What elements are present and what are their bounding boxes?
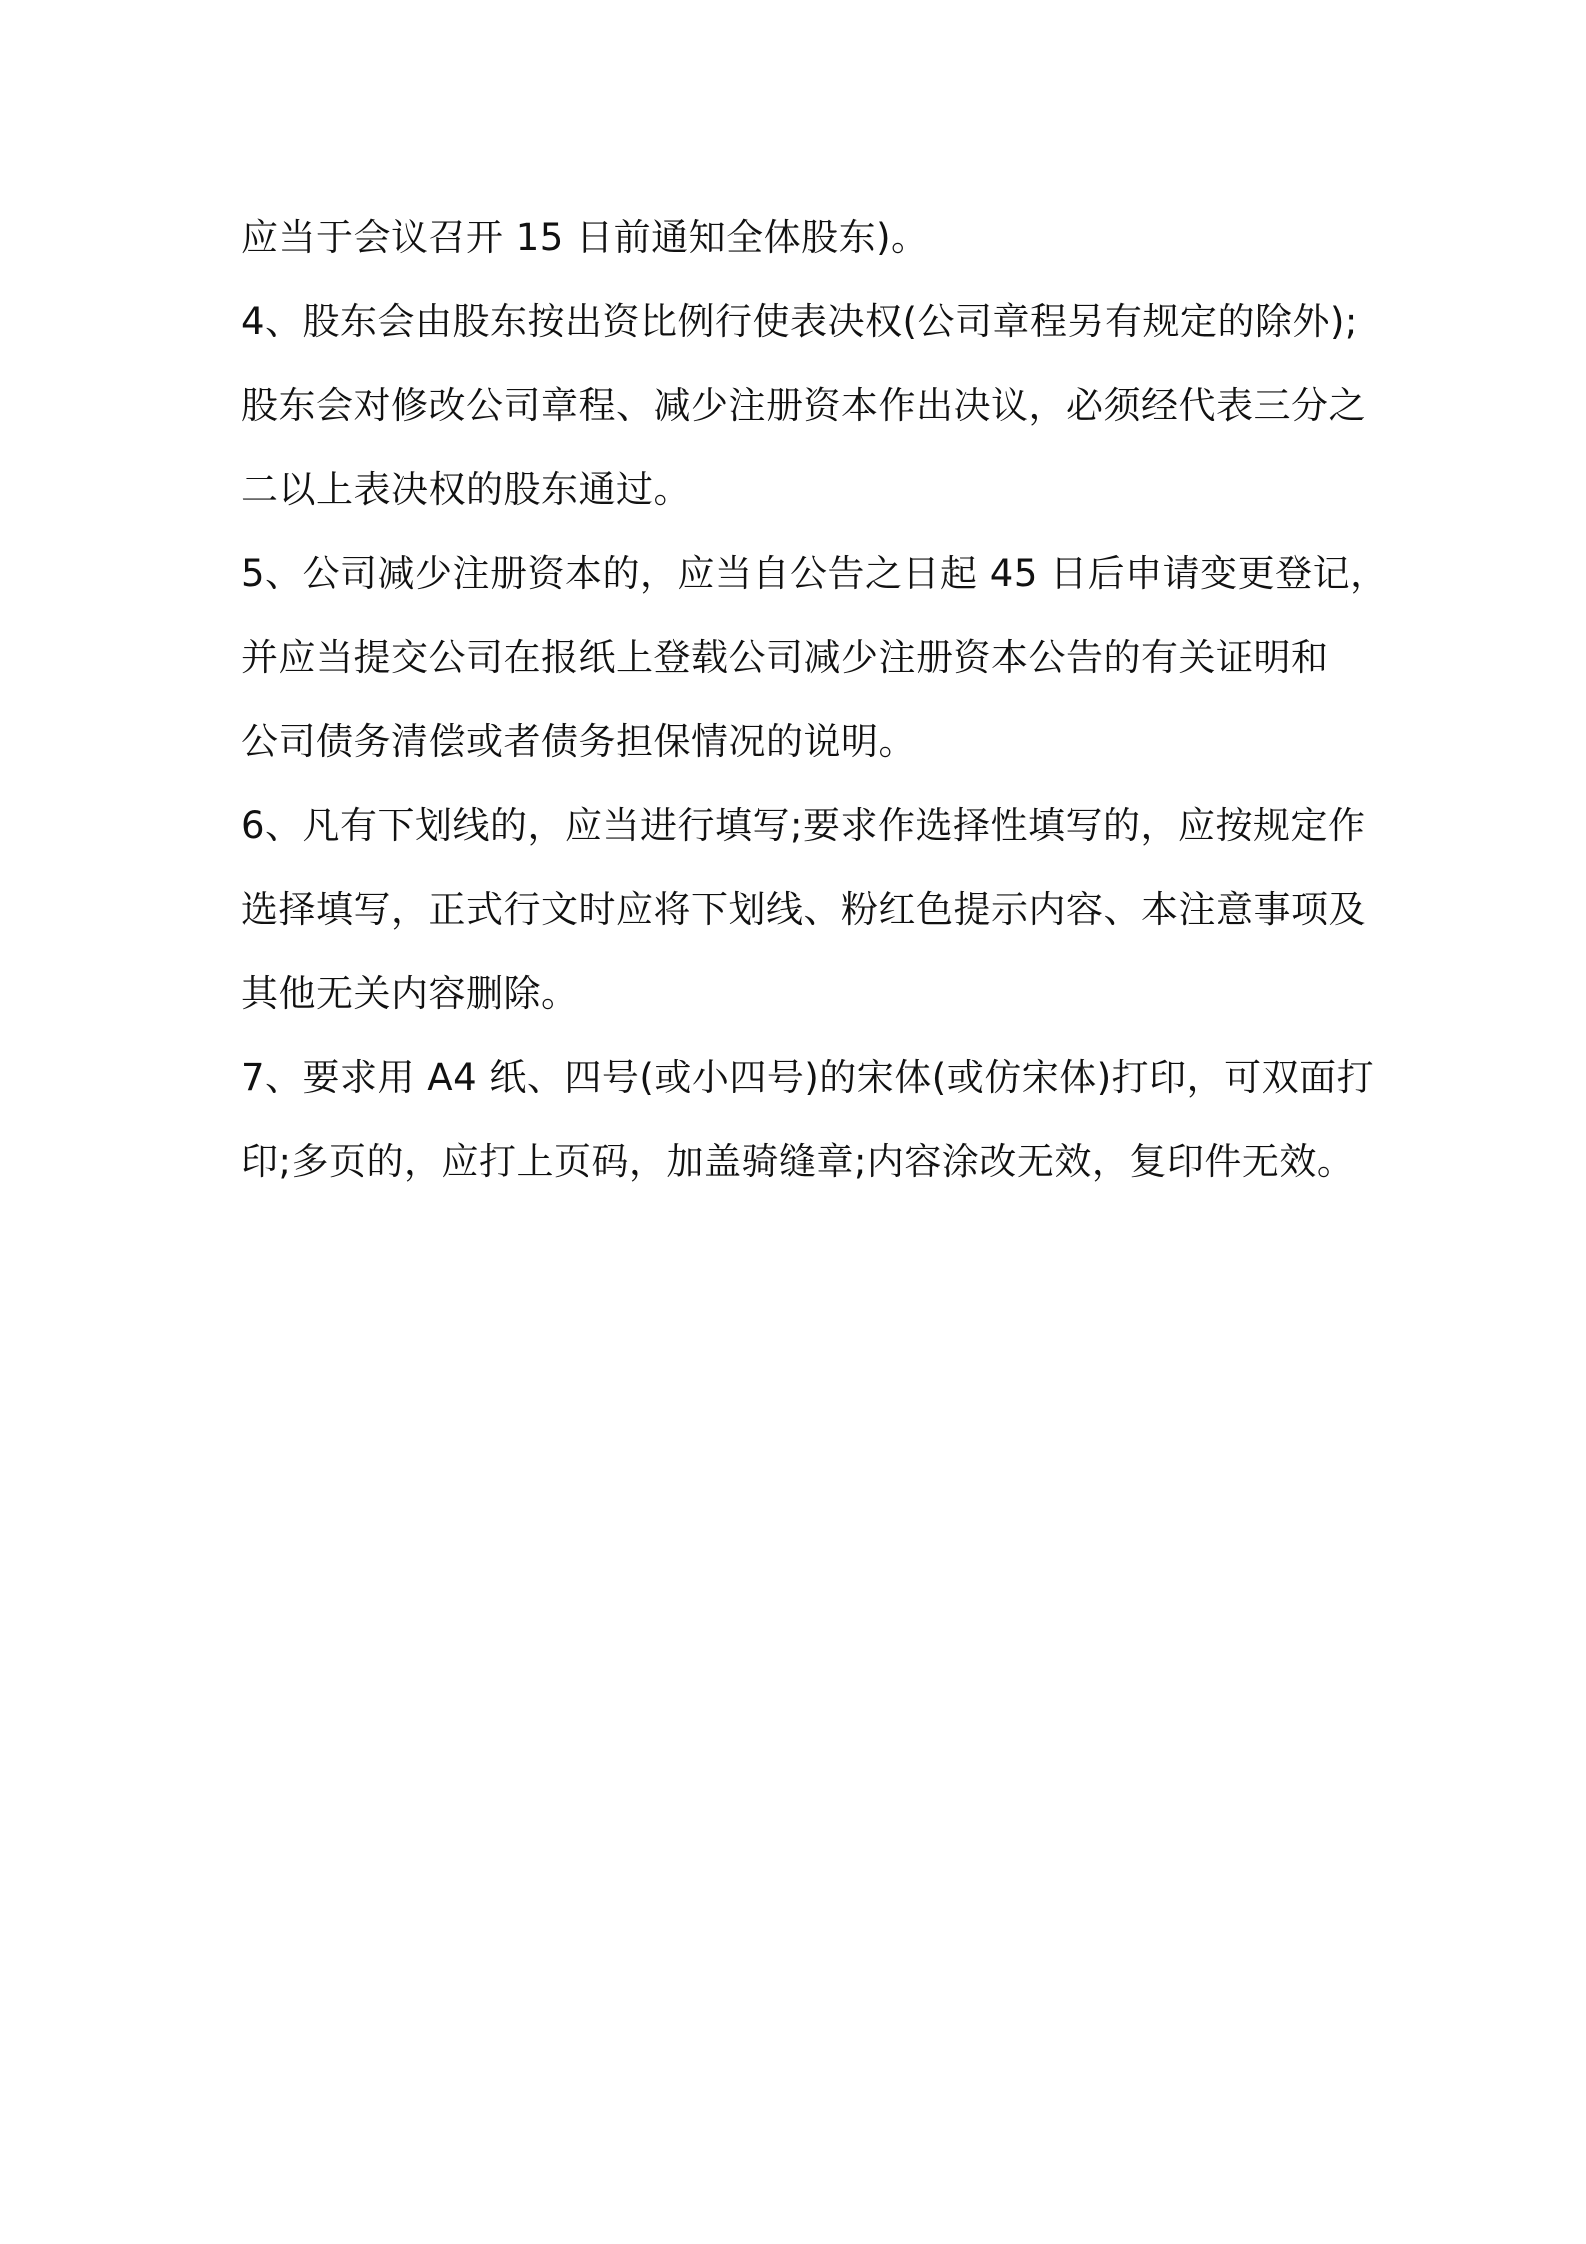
paragraph-item-7 [241, 1036, 1375, 1204]
paragraph-item-6 [241, 784, 1366, 1036]
paragraph-continuation [241, 196, 1361, 280]
paragraph-item-4 [241, 280, 1366, 532]
text-line: 5、公司减少注册资本的，应当自公告之日起 45 日后申请变更登记， [241, 552, 1388, 595]
text-line: 公司债务清偿或者债务担保情况的说明。 [241, 720, 916, 763]
text-line: 印;多页的，应打上页码，加盖骑缝章;内容涂改无效，复印件无效。 [241, 1140, 1355, 1183]
text-line: 7、要求用 A4 纸、四号(或小四号)的宋体(或仿宋体)打印，可双面打 [241, 1056, 1375, 1099]
text-line: 4、股东会由股东按出资比例行使表决权(公司章程另有规定的除外); [241, 300, 1358, 343]
document-body [241, 196, 1388, 1204]
text-line: 并应当提交公司在报纸上登载公司减少注册资本公告的有关证明和 [241, 636, 1329, 679]
text-line: 选择填写，正式行文时应将下划线、粉红色提示内容、本注意事项及 [241, 888, 1366, 931]
paragraph-item-5 [241, 532, 1388, 784]
text-line: 应当于会议召开 15 日前通知全体股东)。 [241, 216, 929, 259]
text-line: 其他无关内容删除。 [241, 972, 579, 1015]
text-line: 二以上表决权的股东通过。 [241, 468, 691, 511]
text-line: 股东会对修改公司章程、减少注册资本作出决议，必须经代表三分之 [241, 384, 1366, 427]
text-line: 6、凡有下划线的，应当进行填写;要求作选择性填写的，应按规定作 [241, 804, 1366, 847]
